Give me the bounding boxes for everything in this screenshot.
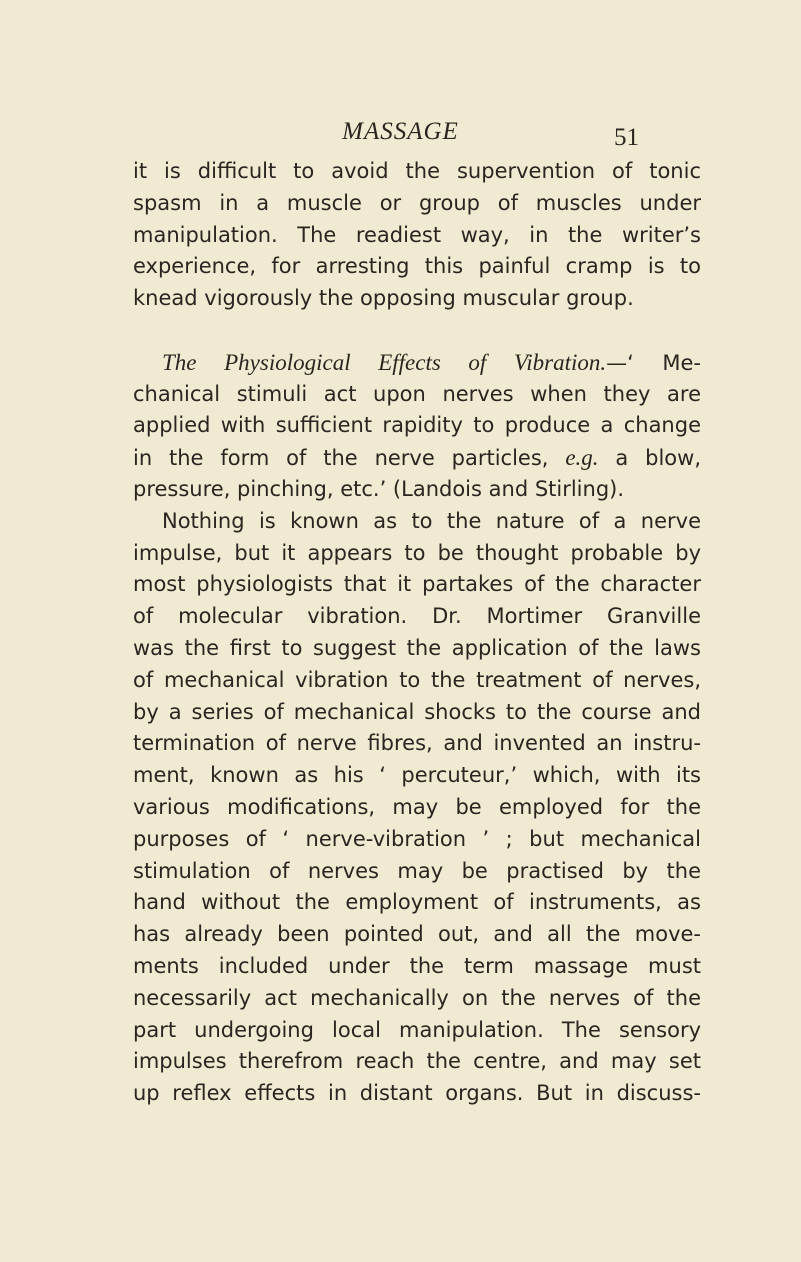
text-line: was the first to suggest the application of the laws [133, 635, 701, 660]
running-title: MASSAGE [342, 118, 459, 145]
text-line: purposes of ‘ nerve-vibration ’ ; but mechanical [133, 826, 701, 851]
text-line: it is difficult to avoid the supervention of tonic [133, 159, 701, 183]
text-line: Nothing is known as to the nature of a nerve [162, 508, 701, 533]
text-line [133, 347, 701, 379]
text-line: by a series of mechanical shocks to the course and [133, 699, 701, 724]
paragraph-spacer [133, 315, 701, 347]
text-line: ments included under the term massage must [133, 953, 701, 978]
text-line: of mechanical vibration to the treatment of nerves, [133, 667, 701, 692]
text-line: termination of nerve fibres, and invented an instru- [133, 731, 701, 756]
text-line: up reflex effects in distant organs. But in discuss- [133, 1081, 701, 1106]
text-line: various modifications, may be employed for the [133, 794, 701, 819]
abbreviation-eg: e.g. [565, 445, 599, 471]
section-heading: The Physiological Effects of Vibration. [162, 349, 607, 375]
text-line: has already been pointed out, and all the move- [133, 922, 701, 947]
text-line: experience, for arresting this painful cramp is to [133, 254, 701, 279]
text-line: most physiologists that it partakes of the character [133, 572, 701, 597]
text-line: spasm in a muscle or group of muscles under [133, 190, 701, 215]
text-line: necessarily act mechanically on the nerves of the [133, 985, 701, 1010]
text-line: hand without the employment of instruments, as [133, 890, 701, 915]
text-line: chanical stimuli act upon nerves when they are [133, 381, 701, 406]
text-line: part undergoing local manipulation. The sensory [133, 1017, 701, 1042]
paragraph-3 [133, 506, 701, 1110]
body-text [133, 156, 701, 1110]
running-head [0, 118, 801, 152]
text-line: knead vigorously the opposing muscular group. [133, 286, 634, 311]
text-line: pressure, pinching, etc.’ (Landois and Stirling). [133, 476, 625, 501]
text-line: stimulation of nerves may be practised by the [133, 858, 701, 883]
paragraph-1 [133, 156, 701, 315]
page-number: 51 [614, 124, 639, 151]
text-line: impulses therefrom reach the centre, and may set [133, 1049, 701, 1074]
text-line: manipulation. The readiest way, in the writer’s [133, 222, 701, 247]
text-segment: a blow, [598, 446, 701, 471]
text-line: ment, known as his ‘ percuteur,’ which, with its [133, 763, 701, 788]
text-line: applied with sufficient rapidity to produce a change [133, 413, 701, 438]
text-line: impulse, but it appears to be thought probable by [133, 540, 701, 565]
paragraph-2 [133, 347, 701, 506]
text-line [133, 442, 701, 474]
text-segment: in the form of the nerve particles, [133, 446, 566, 471]
quote-start: —‘ Me- [606, 350, 701, 375]
text-line: of molecular vibration. Dr. Mortimer Granville [133, 604, 701, 629]
